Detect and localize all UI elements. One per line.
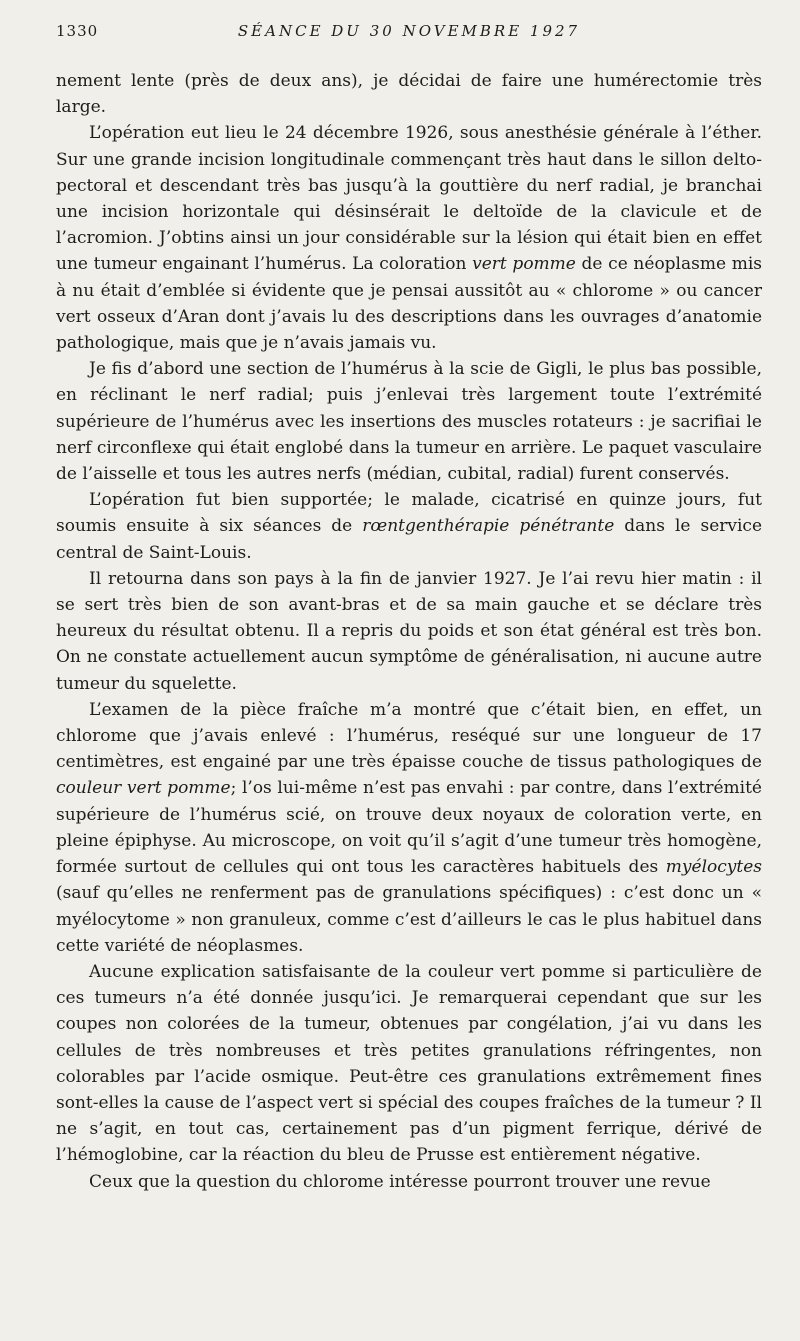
italic-text: myélocytes: [665, 857, 762, 878]
paragraph-text: (sauf qu’elles ne renferment pas de granulations spécifiques) : c’est donc un « myélocytome » non granuleux, comme c’est d’ailleurs le cas le plus habituel dans cette variété de néoplasmes.: [56, 883, 762, 956]
body-text: [56, 68, 762, 1195]
paragraph-text: ; l’os lui-même n’est pas envahi : par contre, dans l’extrémité supérieure de l’humérus scié, on trouve deux noyaux de coloration verte, en pleine épiphyse. Au microscope, on voit qu’il s’agit d’une tumeur très homogène, formée surtout de cellules qui ont tous les caractères habituels des: [56, 778, 762, 878]
paragraph-text: dans le service central de Saint-Louis.: [56, 516, 763, 563]
paragraph: [56, 120, 762, 356]
paragraph: [56, 959, 762, 1169]
running-header: [56, 20, 762, 46]
paragraph-text: Il retourna dans son pays à la fin de janvier 1927. Je l’ai revu hier matin : il se sert très bien de son avant-bras et de sa main gauche et se déclare très heureux du résultat obtenu. Il a repris du poids et son état général est très bon. On ne constate actuellement aucun symptôme de généralisation, ni aucune autre tumeur du squelette.: [56, 568, 762, 694]
paragraph-text: L’opération fut bien supportée; le malade, cicatrisé en quinze jours, fut soumis ensuite à six séances de: [56, 490, 762, 537]
page-number: 1330: [56, 22, 99, 40]
paragraph-text: Ceux que la question du chlorome intéresse pourront trouver une revue: [89, 1171, 711, 1192]
paragraph: [56, 697, 762, 959]
paragraph: [56, 1169, 762, 1195]
paragraph-text: L’examen de la pièce fraîche m’a montré que c’était bien, en effet, un chlorome que j’avais enlevé : l’humérus, reséqué sur une longueur de 17 centimètres, est engainé par une très épaisse couche de tissus pathologiques de: [56, 699, 762, 773]
italic-text: couleur vert pomme: [56, 778, 231, 799]
paragraph-text: de ce néoplasme mis à nu était d’emblée si évidente que je pensai aussitôt au « chlorome » ou cancer vert osseux d’Aran dont j’avais lu des descriptions dans les ouvrages d’anatomie pathologique, mais que je n’avais jamais vu.: [56, 254, 763, 354]
paragraph: [56, 356, 762, 487]
paragraph: [56, 68, 762, 120]
paragraph-text: Aucune explication satisfaisante de la couleur vert pomme si particulière de ces tumeurs n’a été donnée jusqu’ici. Je remarquerai cependant que sur les coupes non colorées de la tumeur, obtenues par congélation, j’ai vu dans les cellules de très nombreuses et très petites granulations réfringentes, non colorables par l’acide osmique. Peut-être ces granulations extrêmement fines sont-elles la cause de l’aspect vert si spécial des coupes fraîches de la tumeur ? Il ne s’agit, en tout cas, certainement pas d’un pigment ferrique, dérivé de l’hémoglobine, car la réaction du bleu de Prusse est entièrement négative.: [56, 961, 762, 1166]
paragraph: [56, 566, 762, 697]
paragraph: [56, 487, 762, 566]
paragraph-text: Je fis d’abord une section de l’humérus à la scie de Gigli, le plus bas possible, en réclinant le nerf radial; puis j’enlevai très largement toute l’extrémité supérieure de l’humérus avec les insertions des muscles rotateurs : je sacrifiai le nerf circonflexe qui était englobé dans la tumeur en arrière. Le paquet vasculaire de l’aisselle et tous les autres nerfs (médian, cubital, radial) furent conservés.: [56, 359, 762, 485]
running-title: SÉANCE DU 30 NOVEMBRE 1927: [237, 22, 581, 40]
italic-text: rœntgenthérapie pénétrante: [362, 516, 615, 537]
paragraph-text: nement lente (près de deux ans), je décidai de faire une humérectomie très large.: [56, 71, 762, 118]
paragraph-text: L’opération eut lieu le 24 décembre 1926, sous anesthésie générale à l’éther. Sur une grande incision longitudinale commençant très haut dans le sillon delto-pectoral et descendant très bas jusqu’à la gouttière du nerf radial, je branchai une incision horizontale qui désinsérait le deltoïde de la clavicule et de l’acromion. J’obtins ainsi un jour considérable sur la lésion qui était bien en effet une tumeur engainant l’humérus. La coloration: [56, 123, 762, 275]
italic-text: vert pomme: [472, 254, 576, 275]
